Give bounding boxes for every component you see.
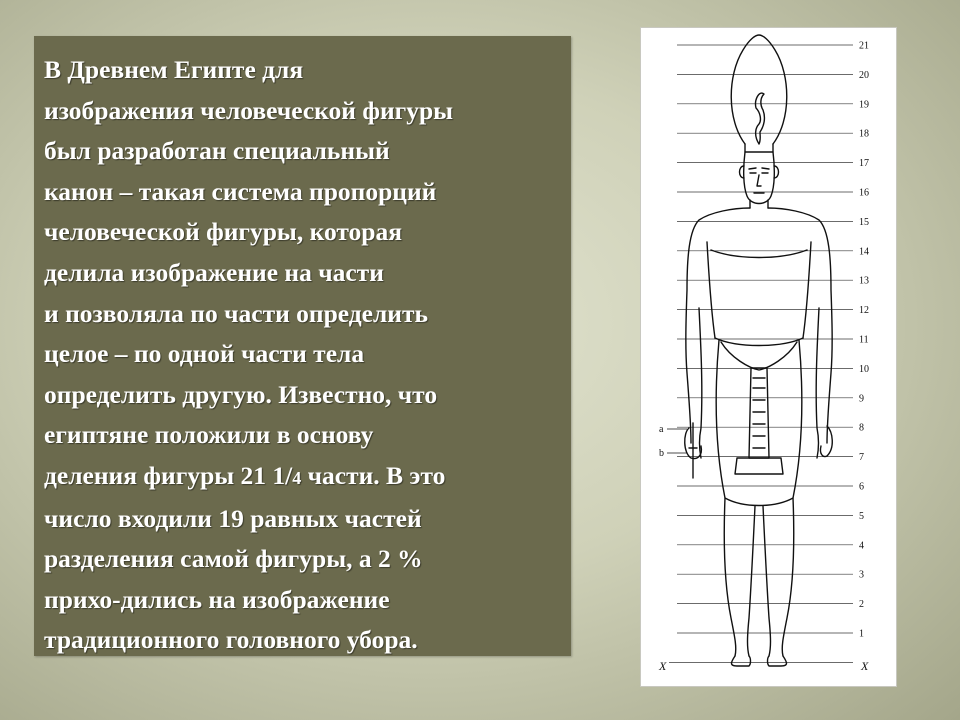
text-line: традиционного головного убора. (44, 625, 418, 655)
pharaoh-figure (685, 35, 833, 666)
scale-label: 2 (859, 599, 864, 611)
left-leg-inner (748, 506, 756, 656)
scale-label: 17 (859, 158, 869, 170)
eyebrow-left (749, 168, 756, 169)
left-arm-outline (686, 208, 750, 443)
inner-arm-right (816, 308, 819, 458)
scale-label: 20 (859, 69, 869, 81)
text-line: число входили 19 равных частей (44, 503, 422, 533)
scale-label: 15 (859, 216, 869, 228)
side-label-b: b (659, 448, 664, 459)
scale-label: 13 (859, 275, 869, 287)
scale-label: 21 (859, 40, 869, 52)
eyebrow-right (762, 168, 769, 169)
text-line: прихо-дились на изображение (44, 584, 390, 614)
torso-left (707, 242, 715, 338)
scale-label: 14 (859, 246, 869, 258)
kilt-front (721, 342, 797, 370)
x-axis-label-left: X (659, 659, 667, 673)
canon-figure-svg (641, 28, 896, 686)
text-line: целое – по одной части тела (44, 339, 365, 369)
uraeus (756, 93, 765, 144)
right-arm-outline (768, 208, 832, 443)
kilt-hem (716, 340, 802, 506)
text-line: и позволяла по части определить (44, 298, 428, 328)
scale-label: 9 (859, 393, 864, 405)
text-line: канон – такая система пропорций (44, 176, 437, 206)
kilt-apron (735, 458, 783, 474)
scale-label: 11 (859, 334, 869, 346)
text-line: определить другую. Известно, что (44, 379, 438, 409)
scale-label: 16 (859, 187, 869, 199)
x-axis-label-right: X (861, 659, 869, 673)
crown-band (745, 144, 773, 152)
side-label-a: a (659, 424, 664, 435)
scale-label: 3 (859, 569, 864, 581)
scale-label: 5 (859, 510, 864, 522)
scale-label: 12 (859, 305, 869, 317)
text-line: был разработан специальный (44, 136, 390, 166)
kilt-ornament (753, 378, 765, 448)
canon-grid-illustration (640, 27, 897, 687)
left-leg (724, 498, 736, 656)
text-fragment: деления фигуры 21 1/ (44, 460, 293, 490)
text-line: изображения человеческой фигуры (44, 95, 454, 125)
text-line: разделения самой фигуры, а 2 % (44, 544, 423, 574)
scale-label: 1 (859, 628, 864, 640)
scale-label: 4 (859, 540, 864, 552)
scale-label: 19 (859, 99, 869, 111)
text-fragment: части. В это (301, 460, 446, 490)
right-leg (782, 498, 794, 656)
inner-arm-left (699, 308, 702, 458)
kilt-tab (749, 368, 769, 458)
scale-label: 6 (859, 481, 864, 493)
text-line: человеческой фигуры, которая (44, 217, 403, 247)
left-foot (732, 656, 751, 666)
nose (757, 175, 761, 186)
right-foot (768, 656, 787, 666)
text-panel (34, 36, 571, 656)
right-leg-inner (763, 506, 771, 656)
proportion-scale (859, 41, 869, 640)
scale-label: 7 (859, 452, 864, 464)
text-line: В Древнем Египте для (44, 55, 304, 84)
fraction-denominator: 4 (292, 467, 302, 488)
text-line (44, 456, 569, 499)
white-crown (731, 35, 787, 144)
canon-description (44, 50, 569, 661)
proportion-grid (669, 45, 853, 662)
scale-label: 10 (859, 363, 869, 375)
text-line: египтяне положили в основу (44, 420, 374, 450)
torso-right (803, 242, 811, 338)
text-line: делила изображение на части (44, 257, 384, 287)
scale-label: 18 (859, 128, 869, 140)
scale-label: 8 (859, 422, 864, 434)
